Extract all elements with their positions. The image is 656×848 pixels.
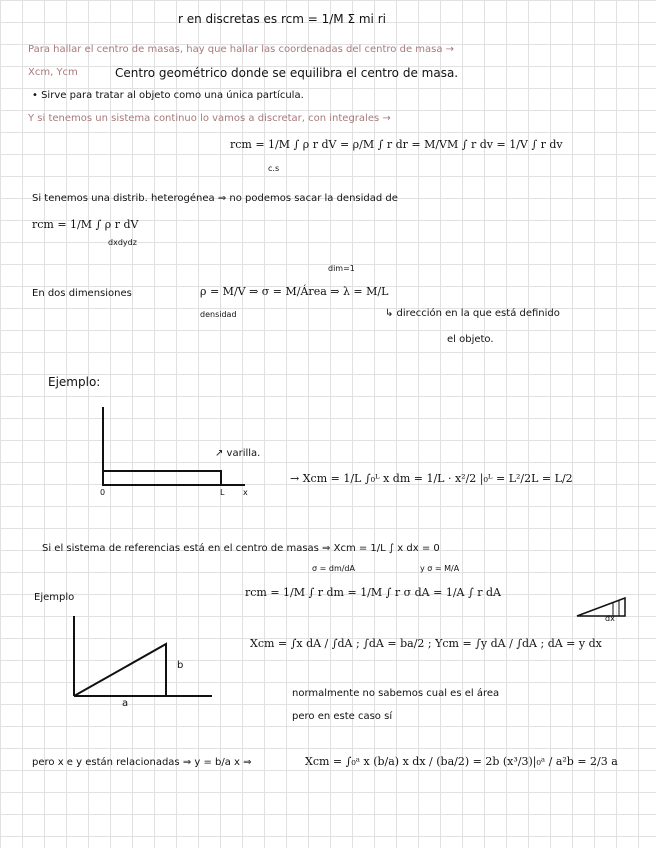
dim-label: dim=1 bbox=[328, 264, 355, 273]
pero-caso-line: pero en este caso sí bbox=[292, 711, 393, 722]
pero-relacion-line: pero x e y están relacionadas ⇒ y = b/a x ⇒ bbox=[32, 757, 252, 768]
densidad-label: densidad bbox=[200, 310, 237, 319]
hetero-formula: rcm = 1/M ∫ ρ r dV bbox=[32, 218, 139, 231]
hetero-line: Si tenemos una distrib. heterogénea ⇒ no podemos sacar la densidad de bbox=[32, 193, 398, 204]
hetero-sub: dxdydz bbox=[108, 238, 137, 247]
intro-line-1: Para hallar el centro de masas, hay que hallar las coordenadas del centro de masa → bbox=[28, 44, 455, 55]
normalmente-line: normalmente no sabemos cual es el área bbox=[292, 688, 500, 699]
triangle-b-label: b bbox=[177, 660, 184, 671]
ejemplo-2-heading: Ejemplo bbox=[34, 592, 75, 603]
intro-line-3: Y si tenemos un sistema continuo lo vamos a discretar, con integrales → bbox=[28, 113, 391, 124]
small-dx-label: dx bbox=[605, 614, 615, 623]
axis-zero: 0 bbox=[100, 488, 106, 497]
varilla-formula: → Xcm = 1/L ∫₀ᴸ x dm = 1/L · x²/2 |₀ᴸ = L²/2L = L/2 bbox=[290, 472, 573, 485]
rcm-area-formula: rcm = 1/M ∫ r dm = 1/M ∫ r σ dA = 1/A ∫ r dA bbox=[245, 586, 501, 599]
y-note: y σ = M/A bbox=[420, 564, 460, 573]
triangle-diagram bbox=[64, 612, 214, 702]
axis-L: L bbox=[220, 488, 225, 497]
xcm-formula: Xcm = ∫x dA / ∫dA ; ∫dA = ba/2 ; Ycm = ∫y dA / ∫dA ; dA = y dx bbox=[250, 637, 602, 650]
dos-dim-formula: ρ = M/V ⇒ σ = M/Área ⇒ λ = M/L bbox=[200, 285, 389, 298]
direccion-line-2: el objeto. bbox=[447, 334, 494, 345]
centro-geometrico-line: Centro geométrico donde se equilibra el centro de masa. bbox=[115, 66, 459, 80]
final-formula: Xcm = ∫₀ᵃ x (b/a) x dx / (ba/2) = 2b (x³/3)|₀ᵃ / a²b = 2/3 a bbox=[305, 755, 618, 768]
axis-x: x bbox=[243, 488, 248, 497]
formula-continuo: rcm = 1/M ∫ ρ r dV = ρ/M ∫ r dr = M/VM ∫ r dv = 1/V ∫ r dv bbox=[230, 138, 563, 151]
coords-label: Xcm, Ycm bbox=[28, 67, 78, 78]
ejemplo-1-heading: Ejemplo: bbox=[48, 375, 101, 389]
varilla-label: ↗ varilla. bbox=[215, 448, 261, 459]
direccion-line-1: ↳ dirección en la que está definido bbox=[385, 308, 560, 319]
intro-line-2: • Sirve para tratar al objeto como una única partícula. bbox=[32, 90, 304, 101]
si-sistema-line: Si el sistema de referencias está en el centro de masas ⇒ Xcm = 1/L ∫ x dx = 0 bbox=[42, 543, 440, 554]
page-title: r en discretas es rcm = 1/M Σ mi ri bbox=[178, 12, 386, 26]
formula-continuo-sub: c.s bbox=[268, 164, 280, 173]
sigma-note: σ = dm/dA bbox=[312, 564, 355, 573]
triangle-a-label: a bbox=[122, 698, 129, 709]
dos-dim-label: En dos dimensiones bbox=[32, 288, 132, 299]
